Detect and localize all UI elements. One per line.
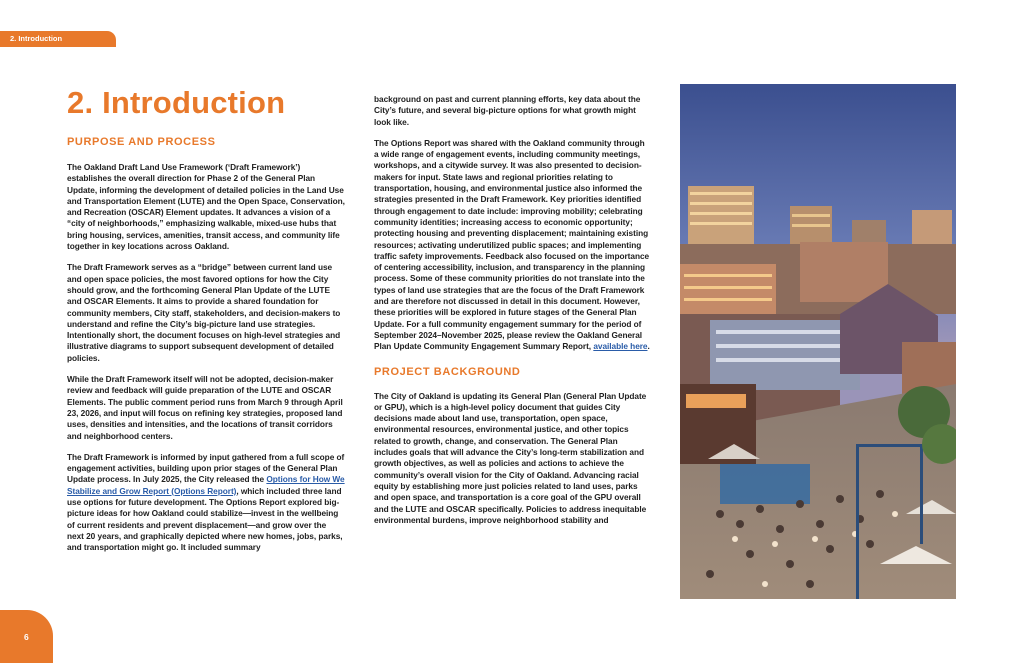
purpose-paragraph-5: background on past and current planning efforts, key data about the City’s future, and several big-picture options for what growth might look like. — [374, 94, 641, 127]
purpose-paragraph-4 — [67, 452, 345, 554]
background-heading: PROJECT BACKGROUND — [374, 365, 521, 378]
section-tab-label: 2. Introduction — [10, 34, 63, 43]
purpose-heading: PURPOSE AND PROCESS — [67, 136, 216, 148]
p6-text-before: The Options Report was shared with the Oakland community through a wide range of engagement events, including community meetings, workshops, and a citywide survey. It was also presented to decision-makers for input. State laws and regional priorities relating to transportation, housing, and environmental justice also informed the strategies presented in the Draft Framework. Key priorities identified through engagement to date include: improving mobility; celebrating community identities; increasing access to economic opportunity; protecting housing and preventing displacement; maintaining existing resources; activating underutilized public spaces; and implementing traffic safety improvements. Feedback also focused on the importance of centering accessibility, inclusion, and transparency in the planning process. Some of these community priorities do not translate into the types of land use strategies that are the focus of the Draft Framework and are therefore not discussed in detail in this document. However, these priorities will be explored in future stages of the General Plan Update. For a full community engagement summary for the period of September 2024–November 2025, please review the Oakland General Plan Update Community Engagement Summary Report, — [374, 137, 650, 352]
p4-text-after: , which included three land use options for future development. The Options Report explored big-picture ideas for how Oakland could stabilize—invest in the wellbeing of current residents and prevent displacement—and grow over the next 20 years, and graphically depicted where new homes, jobs, parks, and transportation might go. It included summary — [67, 485, 343, 553]
p4-text-before: The Draft Framework is informed by input gathered from a full scope of engagement activities, building upon prior stages of the General Plan Update process. In July 2025, the City released the — [67, 451, 345, 485]
oakland-street-festival-photo — [680, 84, 956, 599]
left-column — [67, 86, 345, 554]
middle-column — [374, 94, 651, 526]
section-tab — [0, 31, 116, 47]
options-report-link[interactable]: Options for How We Stabilize and Grow Report (Options Report) — [67, 474, 345, 496]
background-paragraph-1: The City of Oakland is updating its General Plan (General Plan Update or GPU), which is a high-level policy document that guides City decisions made about land use, transportation, open space, environmental resources, environmental justice, and other topics related to growth, change, and conservation. The General Plan includes goals that will advance the City’s long-term stabilization and growth objectives, as well as policies and actions to achieve the community’s overall vision for the City of Oakland. Advancing racial equity by establishing more just policies related to land uses, parks and open space, and transportation is a core goal of the GPU overall and the LUTE and OSCAR specifically. Policies to address inequitable environmental burdens, improve neighborhood stability and — [374, 390, 647, 525]
purpose-paragraph-3: While the Draft Framework itself will not be adopted, decision-maker review and feedback will guide preparation of the LUTE and OSCAR Elements. The public comment period runs from March 9 through April 23, 2026, and input will focus on refining key strategies, proposed land uses, densities and intensities, and the locations of transit corridors and neighborhood centers. — [67, 374, 343, 441]
page-number: 6 — [24, 632, 29, 642]
page-number-tab — [0, 610, 53, 663]
purpose-paragraph-2: The Draft Framework serves as a “bridge” between current land use and open space policies, the most favored options for how the City should grow, and the forthcoming General Plan Update of the LUTE and OSCAR Elements. It aims to provide a shared foundation for community members, City staff, stakeholders, and decision-makers to understand and refine the City’s big-picture land use strategies. Intentionally short, the document focuses on high-level strategies and illustrative diagrams to support subsequent development of detailed policies. — [67, 262, 341, 363]
purpose-paragraph-6 — [374, 138, 651, 353]
purpose-paragraph-1: The Oakland Draft Land Use Framework (‘Draft Framework’) establishes the overall direction for Phase 2 of the General Plan Update, informing the development of detailed policies in the Land Use and Transportation Element (LUTE) and the Open Space, Conservation, and Recreation (OSCAR) Element updates. It advances a vision of a “city of neighborhoods,” emphasizing walkable, mixed-use hubs that bring housing, services, amenities, transit access, and community life together in key locations across Oakland. — [67, 162, 345, 252]
page-title: 2. Introduction — [67, 85, 286, 120]
engagement-report-link[interactable]: available here — [593, 341, 648, 352]
p6-text-after: . — [647, 341, 650, 352]
